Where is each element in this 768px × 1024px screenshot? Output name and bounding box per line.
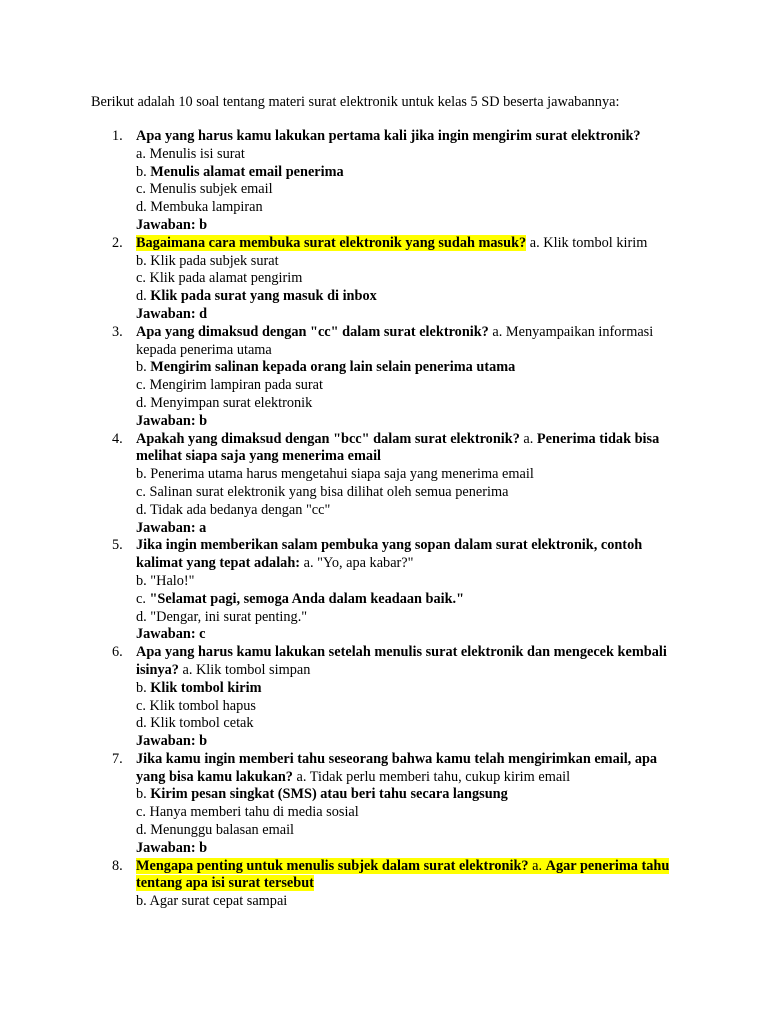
option-c: Menulis subjek email (149, 181, 273, 198)
option-a: Klik tombol simpan (195, 661, 311, 678)
option-prefix: c. (136, 377, 150, 394)
question-text: Jika ingin memberikan salam pembuka yang sopan dalam surat elektronik, contoh kalimat yang tepat adalah: (136, 537, 643, 572)
option-prefix: a. (136, 145, 150, 162)
option-prefix: d. (136, 199, 151, 216)
question-2 (112, 235, 682, 324)
option-b: Menulis alamat email penerima (150, 163, 344, 180)
option-prefix: d. (136, 608, 151, 625)
option-prefix: a. (519, 430, 537, 447)
question-text: Apa yang harus kamu lakukan setelah menulis surat elektronik dan mengecek kembali isinya? (136, 644, 667, 678)
option-a: Tidak perlu memberi tahu, cukup kirim email (309, 768, 571, 785)
answer: Jawaban: d (136, 305, 208, 322)
option-prefix: b. (136, 786, 151, 803)
question-number: 2. (112, 234, 123, 251)
option-b: Klik pada subjek surat (150, 252, 279, 269)
answer: Jawaban: b (136, 733, 208, 750)
question-1 (112, 128, 682, 235)
option-d: Klik tombol cetak (150, 715, 254, 732)
question-number: 7. (112, 750, 123, 767)
option-d: Menunggu balasan email (150, 822, 295, 839)
option-a: Klik tombol kirim (543, 234, 648, 251)
option-prefix: c. (136, 697, 150, 714)
question-number: 6. (112, 644, 123, 661)
option-a: Agar penerima tahu tentang apa isi surat tersebut (136, 857, 670, 892)
option-b: Penerima utama harus mengetahui siapa saja yang menerima email (150, 466, 534, 483)
option-c: Salinan surat elektronik yang bisa dilihat oleh semua penerima (149, 483, 509, 500)
option-prefix: b. (136, 359, 151, 376)
option-prefix: b. (136, 163, 151, 180)
question-4 (112, 431, 682, 538)
option-d: Membuka lampiran (150, 199, 263, 216)
option-c: "Selamat pagi, semoga Anda dalam keadaan baik." (149, 590, 465, 607)
option-c: Mengirim lampiran pada surat (149, 377, 323, 394)
answer: Jawaban: b (136, 412, 208, 429)
option-c: Hanya memberi tahu di media sosial (149, 804, 359, 821)
intro-text: Berikut adalah 10 soal tentang materi surat elektronik untuk kelas 5 SD beserta jawabannya: (91, 94, 620, 110)
option-b: Klik tombol kirim (150, 679, 262, 696)
option-b: Kirim pesan singkat (SMS) atau beri tahu secara langsung (150, 786, 508, 803)
option-c: Klik pada alamat pengirim (149, 270, 303, 287)
option-d: Menyimpan surat elektronik (150, 394, 313, 411)
option-d: "Dengar, ini surat penting." (150, 608, 308, 625)
question-7 (112, 751, 682, 858)
option-c: Klik tombol hapus (149, 697, 256, 714)
question-text: Apa yang dimaksud dengan "cc" dalam surat elektronik? (136, 323, 489, 340)
question-text: Jika kamu ingin memberi tahu seseorang bahwa kamu telah mengirimkan email, apa yang bisa kamu lakukan? (136, 750, 658, 785)
option-prefix: c. (136, 590, 150, 607)
answer: Jawaban: a (136, 519, 207, 536)
option-prefix: d. (136, 822, 151, 839)
option-prefix: d. (136, 288, 151, 305)
question-text: Apa yang harus kamu lakukan pertama kali jika ingin mengirim surat elektronik? (136, 128, 641, 144)
question-text: Mengapa penting untuk menulis subjek dalam surat elektronik? (136, 857, 529, 874)
question-list (112, 128, 682, 911)
option-prefix: b. (136, 252, 151, 269)
question-5 (112, 537, 682, 644)
option-prefix: b. (136, 572, 151, 589)
option-b: Mengirim salinan kepada orang lain selain penerima utama (150, 359, 516, 376)
question-3 (112, 324, 682, 431)
option-b: "Halo!" (150, 572, 195, 589)
option-prefix: a. (300, 555, 318, 572)
option-a: Menulis isi surat (149, 145, 245, 162)
question-number: 3. (112, 323, 123, 340)
option-prefix: c. (136, 270, 150, 287)
option-d: Tidak ada bedanya dengan "cc" (150, 501, 331, 518)
option-prefix: d. (136, 715, 151, 732)
option-a: Penerima tidak bisa melihat siapa saja yang menerima email (136, 430, 660, 465)
option-prefix: c. (136, 483, 150, 500)
option-b: Agar surat cepat sampai (149, 893, 288, 910)
option-a: Menyampaikan informasi kepada penerima utama (136, 323, 654, 358)
option-prefix: c. (136, 181, 150, 198)
answer: Jawaban: b (136, 216, 208, 233)
option-prefix: a. (526, 234, 544, 251)
question-8 (112, 858, 682, 911)
question-6 (112, 644, 682, 751)
answer: Jawaban: c (136, 626, 206, 643)
question-number: 5. (112, 537, 123, 554)
question-number: 4. (112, 430, 123, 447)
option-prefix: b. (136, 893, 150, 910)
question-number: 1. (112, 128, 123, 144)
option-prefix: a. (528, 857, 546, 874)
option-prefix: a. (488, 323, 506, 340)
option-prefix: d. (136, 394, 151, 411)
option-prefix: d. (136, 501, 151, 518)
question-number: 8. (112, 857, 123, 874)
question-text: Apakah yang dimaksud dengan "bcc" dalam surat elektronik? (136, 430, 520, 447)
option-prefix: b. (136, 466, 151, 483)
option-prefix: a. (178, 661, 196, 678)
answer: Jawaban: b (136, 839, 208, 856)
option-prefix: a. (292, 768, 310, 785)
question-text: Bagaimana cara membuka surat elektronik yang sudah masuk? (136, 234, 527, 251)
option-d: Klik pada surat yang masuk di inbox (150, 288, 377, 305)
option-a: "Yo, apa kabar?" (317, 555, 414, 572)
option-prefix: b. (136, 679, 151, 696)
option-prefix: c. (136, 804, 150, 821)
